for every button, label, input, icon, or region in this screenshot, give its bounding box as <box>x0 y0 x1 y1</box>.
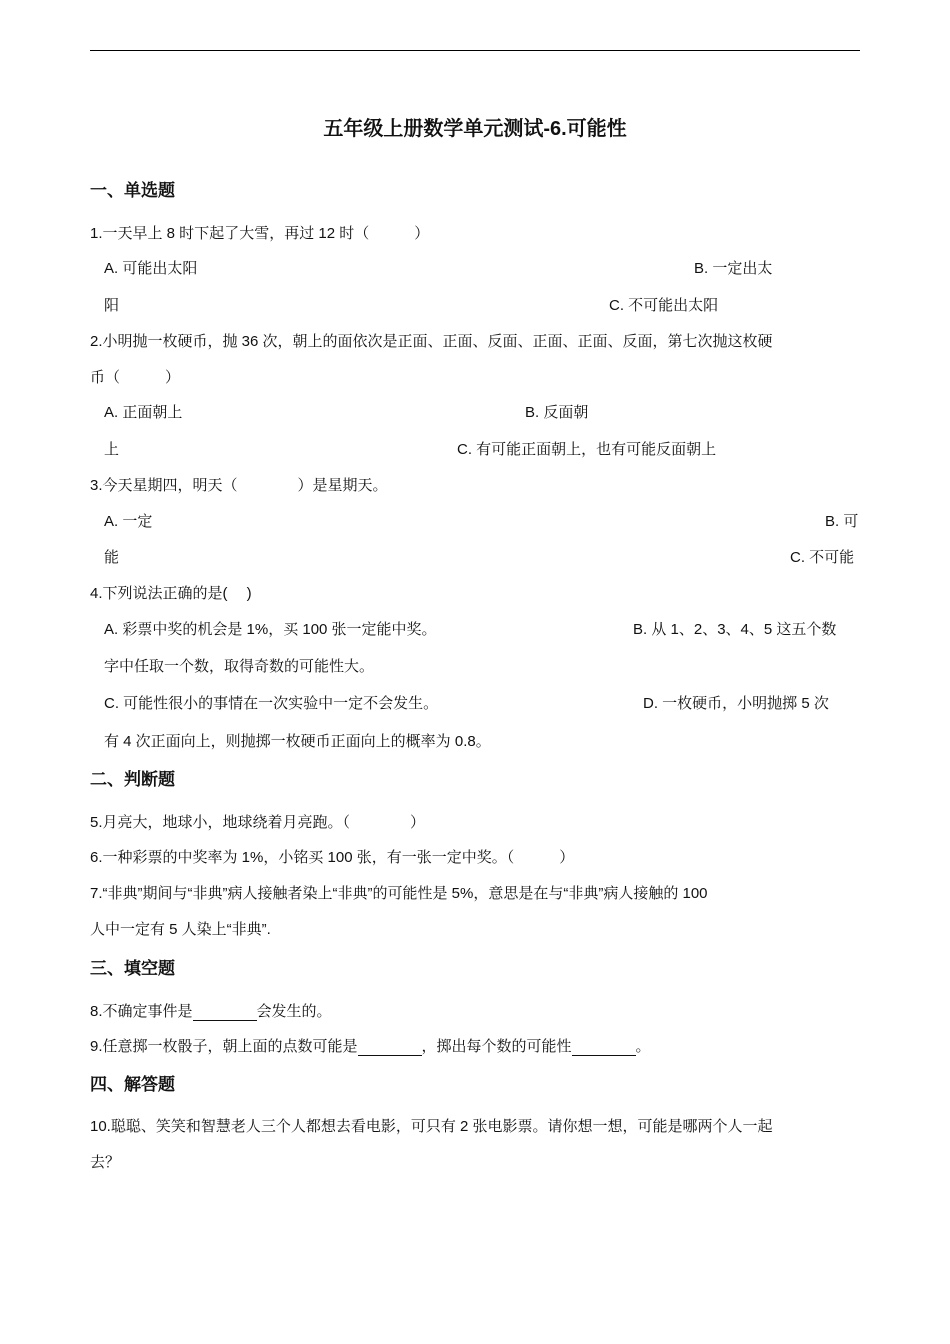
question-3-stem: 3.今天星期四，明天（ ）是星期天。 <box>90 477 388 494</box>
question-7-line-1: 7.“非典”期间与“非典”病人接触者染上“非典”的可能性是 5%，意思是在与“非典”病人接触的 100 <box>90 885 708 902</box>
answer-blank[interactable] <box>358 1038 422 1056</box>
header-rule <box>90 50 860 51</box>
question-10-line-1: 10.聪聪、笑笑和智慧老人三个人都想去看电影，可只有 2 张电影票。请你想一想，可能是哪两个人一起 <box>90 1118 773 1135</box>
question-1-option-b-continued: 阳 <box>104 297 120 314</box>
question-9 <box>90 1035 651 1056</box>
question-1-option-c: C. 不可能出太阳 <box>609 297 719 314</box>
question-2-stem-line-1: 2.小明抛一枚硬币，抛 36 次，朝上的面依次是正面、正面、反面、正面、正面、反面，第七次抛这枚硬 <box>90 333 773 350</box>
question-9-prefix: 9.任意掷一枚骰子，朝上面的点数可能是 <box>90 1038 358 1055</box>
question-4-option-b: B. 从 1、2、3、4、5 这五个数 <box>633 621 837 638</box>
question-4-option-b-continued: 字中任取一个数，取得奇数的可能性大。 <box>104 658 375 675</box>
question-4-stem: 4.下列说法正确的是( ) <box>90 585 252 602</box>
question-8-prefix: 8.不确定事件是 <box>90 1003 193 1020</box>
question-8 <box>90 1000 332 1021</box>
question-7-line-2: 人中一定有 5 人染上“非典”. <box>90 921 271 938</box>
question-3-option-c: C. 不可能 <box>790 549 855 566</box>
question-9-suffix: 。 <box>635 1038 651 1055</box>
question-4-option-a: A. 彩票中奖的机会是 1%，买 100 张一定能中奖。 <box>104 621 437 638</box>
question-2-option-b-continued: 上 <box>104 441 120 458</box>
question-6: 6.一种彩票的中奖率为 1%，小铭买 100 张，有一张一定中奖。（ ） <box>90 849 575 866</box>
question-2-option-b: B. 反面朝 <box>525 404 589 421</box>
question-2-option-a: A. 正面朝上 <box>104 404 183 421</box>
section-heading-fill-blank: 三、填空题 <box>90 959 175 978</box>
page-title: 五年级上册数学单元测试-6.可能性 <box>323 118 627 140</box>
question-4-option-d-continued: 有 4 次正面向上，则抛掷一枚硬币正面向上的概率为 0.8。 <box>104 733 491 750</box>
answer-blank[interactable] <box>193 1003 257 1021</box>
question-3-option-a: A. 一定 <box>104 513 153 530</box>
question-2-option-c: C. 有可能正面朝上，也有可能反面朝上 <box>457 441 717 458</box>
question-10-line-2: 去？ <box>90 1154 121 1171</box>
question-4-option-d: D. 一枚硬币，小明抛掷 5 次 <box>643 695 829 712</box>
question-3-option-b-continued: 能 <box>104 549 120 566</box>
question-8-suffix: 会发生的。 <box>256 1003 332 1020</box>
section-heading-true-false: 二、判断题 <box>90 770 175 789</box>
question-1-option-b: B. 一定出太 <box>694 260 773 277</box>
section-heading-single-choice: 一、单选题 <box>90 181 175 200</box>
answer-blank[interactable] <box>572 1038 636 1056</box>
question-3-option-b: B. 可 <box>825 513 859 530</box>
question-1-option-a: A. 可能出太阳 <box>104 260 198 277</box>
question-5: 5.月亮大，地球小，地球绕着月亮跑。（ ） <box>90 814 426 831</box>
question-1-stem: 1.一天早上 8 时下起了大雪，再过 12 时（ ） <box>90 225 430 242</box>
question-9-middle: ，掷出每个数的可能性 <box>421 1038 572 1055</box>
question-2-stem-line-2: 币（ ） <box>90 369 181 386</box>
section-heading-answer: 四、解答题 <box>90 1075 175 1094</box>
question-4-option-c: C. 可能性很小的事情在一次实验中一定不会发生。 <box>104 695 439 712</box>
